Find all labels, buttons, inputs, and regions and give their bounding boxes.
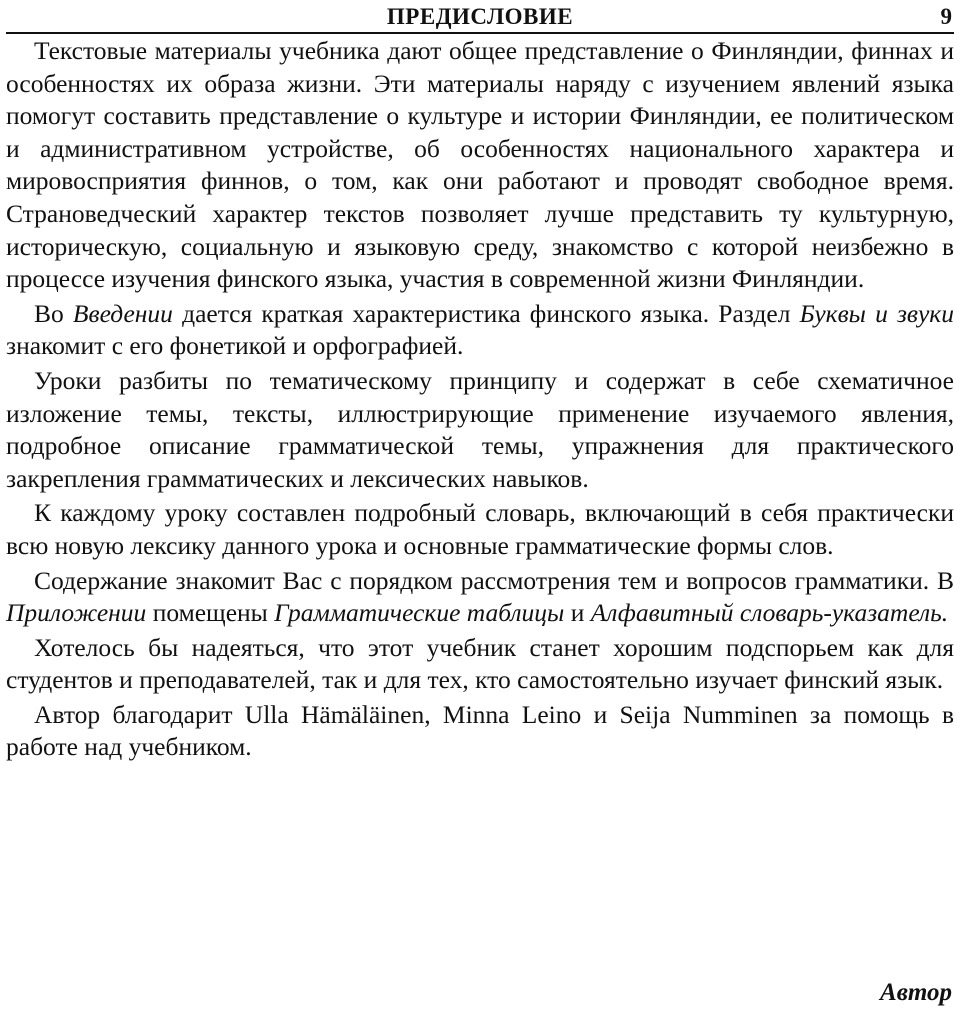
paragraph-part-italic: Грамматические таблицы [274,598,565,628]
running-header [6,4,954,34]
paragraph-introduction-sections [6,298,954,363]
paragraph-contents [6,565,954,630]
paragraph-acknowledgements: Автор благодарит Ulla Hämäläinen, Minna Leino и Seija Numminen за помощь в работе над учебником. [6,699,954,762]
paragraph-vocabulary: К каждому уроку составлен подробный словарь, включающий в себя практически всю новую лексику данного урока и основные грамматические формы слов. [6,498,954,560]
paragraph-part: Содержание знакомит Вас с порядком рассмотрения тем и вопросов грамматики. В [34,565,954,595]
paragraph-lessons: Уроки разбиты по тематическому принципу и содержат в себе схематичное изложение темы, тексты, иллюстрирующие применение изучаемого явления, подробное описание грамматической темы, упражнения для практического закрепления грамматических и лексических навыков. [6,365,954,493]
paragraph-part-italic: Введении [72,298,173,328]
book-page [6,0,954,1012]
page-number: 9 [940,4,952,29]
paragraph-hope: Хотелось бы надеяться, что этот учебник станет хорошим подспорьем как для студентов и преподавателей, так и для тех, кто самостоятельно изучает финский язык. [6,632,954,695]
preface-body [6,35,954,764]
paragraph-part-italic: Алфавитный словарь-указатель. [590,598,949,628]
paragraph-part-italic: Приложении [6,598,147,628]
page-title: ПРЕДИСЛОВИЕ [386,4,574,29]
paragraph-part: помещены [146,598,275,628]
paragraph-part: Во [34,298,73,328]
paragraph-part: знакомит с его фонетикой и орфографией. [6,331,464,361]
paragraph-intro: Текстовые материалы учебника дают общее представление о Финляндии, финнах и особенностях их образа жизни. Эти материалы наряду с изучением явлений языка помогут составить представление о культуре и истории Финляндии, ее политическом и административном устройстве, об особенностях национального характера и мировосприятия финнов, о том, как они работают и проводят свободное время. Страноведческий характер текстов позволяет лучше представить ту культурную, историческую, социальную и языковую среду, знакомство с которой неизбежно в процессе изучения финского языка, участия в современной жизни Финляндии. [6,36,954,294]
paragraph-part: дается краткая характеристика финского языка. Раздел [172,298,800,328]
author-signature: Автор [880,979,952,1006]
paragraph-part-italic: Буквы и звуки [799,298,954,328]
paragraph-part: и [564,598,591,628]
